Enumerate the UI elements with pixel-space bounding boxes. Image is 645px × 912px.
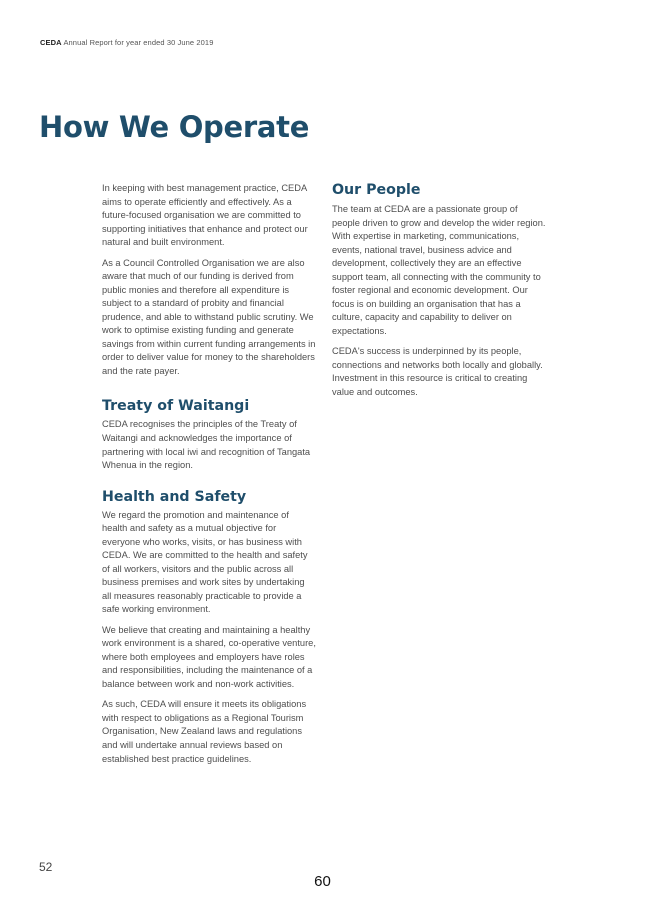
treaty-paragraph-1: CEDA recognises the principles of the Treaty of Waitangi and acknowledges the importance of partnering with local iwi and recognition of Tangata Whenua in the region. [102,419,311,471]
health-paragraph-1: We regard the promotion and maintenance of health and safety as a mutual objective for everyone who works, visits, or has business with CEDA. We are committed to the health and safety of all workers, visitors and the public across all business premises and work sites by undertaking all measures reasonably practicable to provide a safe working environment. [102,509,308,615]
people-paragraph-2: CEDA's success is underpinned by its people, connections and networks both locally and globally. Investment in this resource is critical to creating value and outcomes. [332,346,543,397]
left-column [102,182,316,773]
people-paragraph-1: The team at CEDA are a passionate group of people driven to grow and develop the wider region. With expertise in marketing, communications, events, national travel, business advice and development, collectively they are an effective support team, all connecting with the community to foster regional and economic development. Our focus is on building an organisation that has a culture, capacity and capability to deliver on expectations. [332,204,546,336]
header-report-title: Annual Report for year ended 30 June 2019 [63,38,214,47]
health-paragraph-2: We believe that creating and maintaining a healthy work environment is a shared, co-operative venture, where both employees and employers have roles and responsibilities, including the maintenance of a balance between work and non-work activities. [102,624,316,689]
running-header [40,38,213,47]
intro-paragraph-1: In keeping with best management practice, CEDA aims to operate efficiently and effectively. As a future-focused organisation we are committed to supporting initiatives that enhance and protect our natural and built environment. [102,183,308,248]
right-column [332,182,546,406]
page-title: How We Operate [39,110,310,144]
health-heading: Health and Safety [102,488,247,505]
header-org: CEDA [40,38,62,47]
health-paragraph-3: As such, CEDA will ensure it meets its obligations with respect to obligations as a Regional Tourism Organisation, New Zealand laws and regulations and will undertake annual reviews based on established best practice guidelines. [102,699,307,764]
intro-paragraph-2: As a Council Controlled Organisation we are also aware that much of our funding is derived from public monies and therefore all expenditure is subject to a standard of probity and financial prudence, and able to withstand public scrutiny. We work to optimise existing funding and generate savings from within current funding arrangements in order to deliver value for money to the shareholders and the rate payer. [102,257,316,376]
people-heading: Our People [332,182,421,198]
folio: 52 [39,860,53,874]
page-number: 60 [314,873,331,890]
treaty-heading: Treaty of Waitangi [102,398,250,415]
